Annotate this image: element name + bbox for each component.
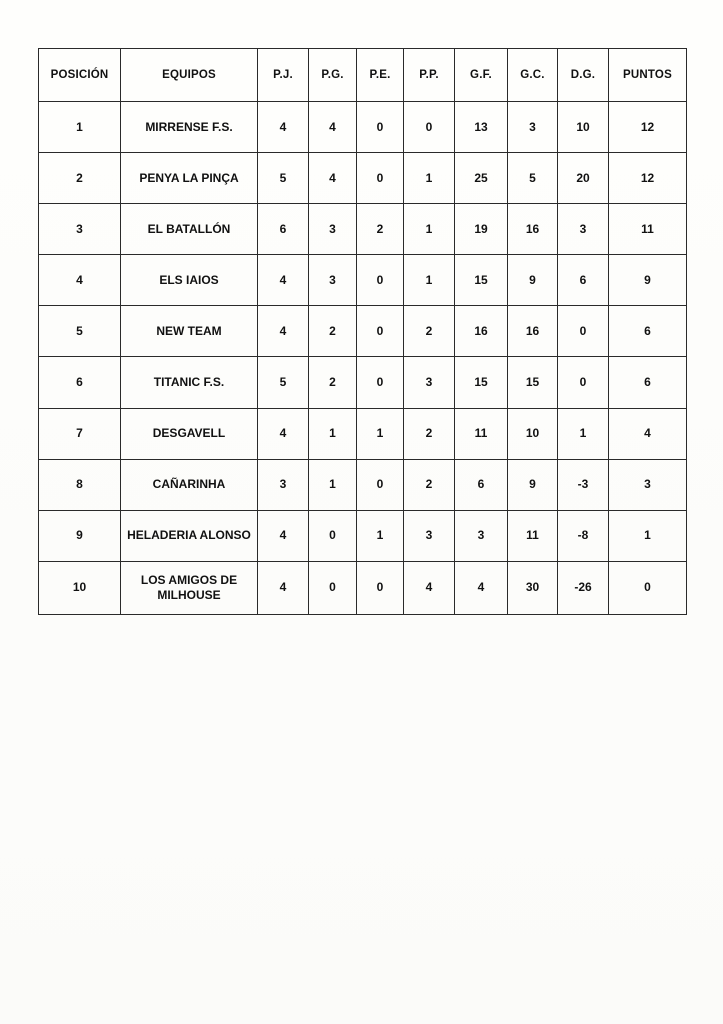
cell-lost: 2: [404, 408, 455, 459]
cell-played: 4: [258, 102, 309, 153]
cell-drawn: 0: [357, 357, 404, 408]
cell-lost: 1: [404, 255, 455, 306]
cell-goals-for: 13: [455, 102, 508, 153]
header-position: POSICIÓN: [39, 49, 121, 102]
cell-won: 2: [309, 306, 357, 357]
header-goals-against: G.C.: [508, 49, 558, 102]
cell-won: 4: [309, 102, 357, 153]
cell-goal-difference: -8: [558, 510, 609, 561]
cell-drawn: 2: [357, 204, 404, 255]
cell-goal-difference: -3: [558, 459, 609, 510]
cell-position: 6: [39, 357, 121, 408]
cell-team: ELS IAIOS: [121, 255, 258, 306]
cell-goals-for: 4: [455, 561, 508, 614]
table-row: [39, 102, 687, 153]
cell-drawn: 1: [357, 408, 404, 459]
cell-team: NEW TEAM: [121, 306, 258, 357]
cell-played: 4: [258, 408, 309, 459]
cell-played: 4: [258, 306, 309, 357]
cell-points: 11: [609, 204, 687, 255]
cell-position: 9: [39, 510, 121, 561]
cell-goal-difference: 20: [558, 153, 609, 204]
cell-points: 12: [609, 102, 687, 153]
standings-table: [38, 48, 687, 615]
cell-goals-for: 25: [455, 153, 508, 204]
cell-lost: 2: [404, 306, 455, 357]
cell-goals-against: 11: [508, 510, 558, 561]
cell-team: PENYA LA PINÇA: [121, 153, 258, 204]
cell-position: 7: [39, 408, 121, 459]
header-goals-for: G.F.: [455, 49, 508, 102]
cell-position: 3: [39, 204, 121, 255]
table-body: [39, 102, 687, 615]
table-row: [39, 408, 687, 459]
cell-goal-difference: 0: [558, 357, 609, 408]
cell-goals-for: 6: [455, 459, 508, 510]
header-row: [39, 49, 687, 102]
table-row: [39, 459, 687, 510]
header-points: PUNTOS: [609, 49, 687, 102]
cell-drawn: 0: [357, 153, 404, 204]
cell-team: EL BATALLÓN: [121, 204, 258, 255]
cell-drawn: 0: [357, 459, 404, 510]
cell-team: MIRRENSE F.S.: [121, 102, 258, 153]
cell-won: 0: [309, 561, 357, 614]
cell-points: 9: [609, 255, 687, 306]
table-row: [39, 255, 687, 306]
cell-position: 5: [39, 306, 121, 357]
cell-drawn: 0: [357, 561, 404, 614]
cell-won: 4: [309, 153, 357, 204]
cell-team: LOS AMIGOS DE MILHOUSE: [121, 561, 258, 614]
cell-position: 10: [39, 561, 121, 614]
cell-won: 1: [309, 459, 357, 510]
cell-team: TITANIC F.S.: [121, 357, 258, 408]
cell-lost: 4: [404, 561, 455, 614]
cell-drawn: 0: [357, 306, 404, 357]
cell-won: 3: [309, 255, 357, 306]
header-lost: P.P.: [404, 49, 455, 102]
cell-goals-against: 15: [508, 357, 558, 408]
cell-played: 4: [258, 561, 309, 614]
cell-played: 6: [258, 204, 309, 255]
cell-goal-difference: 6: [558, 255, 609, 306]
cell-drawn: 1: [357, 510, 404, 561]
cell-position: 1: [39, 102, 121, 153]
cell-position: 4: [39, 255, 121, 306]
table-row: [39, 204, 687, 255]
cell-goals-for: 15: [455, 255, 508, 306]
cell-lost: 3: [404, 510, 455, 561]
cell-lost: 1: [404, 204, 455, 255]
cell-points: 6: [609, 306, 687, 357]
cell-goal-difference: 1: [558, 408, 609, 459]
cell-lost: 1: [404, 153, 455, 204]
cell-played: 5: [258, 153, 309, 204]
cell-goals-against: 3: [508, 102, 558, 153]
table-row: [39, 153, 687, 204]
cell-points: 4: [609, 408, 687, 459]
cell-goals-against: 16: [508, 204, 558, 255]
cell-team: HELADERIA ALONSO: [121, 510, 258, 561]
cell-goals-for: 11: [455, 408, 508, 459]
table-row: [39, 306, 687, 357]
cell-team: CAÑARINHA: [121, 459, 258, 510]
table-row: [39, 510, 687, 561]
cell-team: DESGAVELL: [121, 408, 258, 459]
header-goal-difference: D.G.: [558, 49, 609, 102]
cell-points: 1: [609, 510, 687, 561]
cell-played: 3: [258, 459, 309, 510]
cell-goals-against: 9: [508, 255, 558, 306]
cell-won: 0: [309, 510, 357, 561]
cell-goal-difference: 0: [558, 306, 609, 357]
cell-goal-difference: 10: [558, 102, 609, 153]
cell-played: 4: [258, 510, 309, 561]
cell-drawn: 0: [357, 255, 404, 306]
cell-goals-for: 16: [455, 306, 508, 357]
header-team: EQUIPOS: [121, 49, 258, 102]
cell-position: 8: [39, 459, 121, 510]
cell-lost: 2: [404, 459, 455, 510]
cell-goals-for: 3: [455, 510, 508, 561]
cell-goals-against: 5: [508, 153, 558, 204]
cell-goal-difference: 3: [558, 204, 609, 255]
cell-points: 6: [609, 357, 687, 408]
cell-goals-against: 30: [508, 561, 558, 614]
cell-goals-against: 16: [508, 306, 558, 357]
cell-goal-difference: -26: [558, 561, 609, 614]
header-won: P.G.: [309, 49, 357, 102]
cell-played: 4: [258, 255, 309, 306]
table-row: [39, 561, 687, 614]
cell-lost: 3: [404, 357, 455, 408]
cell-goals-against: 9: [508, 459, 558, 510]
cell-won: 3: [309, 204, 357, 255]
cell-goals-for: 19: [455, 204, 508, 255]
cell-points: 12: [609, 153, 687, 204]
table-header: [39, 49, 687, 102]
table-row: [39, 357, 687, 408]
header-drawn: P.E.: [357, 49, 404, 102]
cell-goals-for: 15: [455, 357, 508, 408]
cell-points: 3: [609, 459, 687, 510]
header-played: P.J.: [258, 49, 309, 102]
cell-lost: 0: [404, 102, 455, 153]
cell-drawn: 0: [357, 102, 404, 153]
cell-goals-against: 10: [508, 408, 558, 459]
cell-position: 2: [39, 153, 121, 204]
cell-won: 1: [309, 408, 357, 459]
cell-played: 5: [258, 357, 309, 408]
cell-won: 2: [309, 357, 357, 408]
cell-points: 0: [609, 561, 687, 614]
